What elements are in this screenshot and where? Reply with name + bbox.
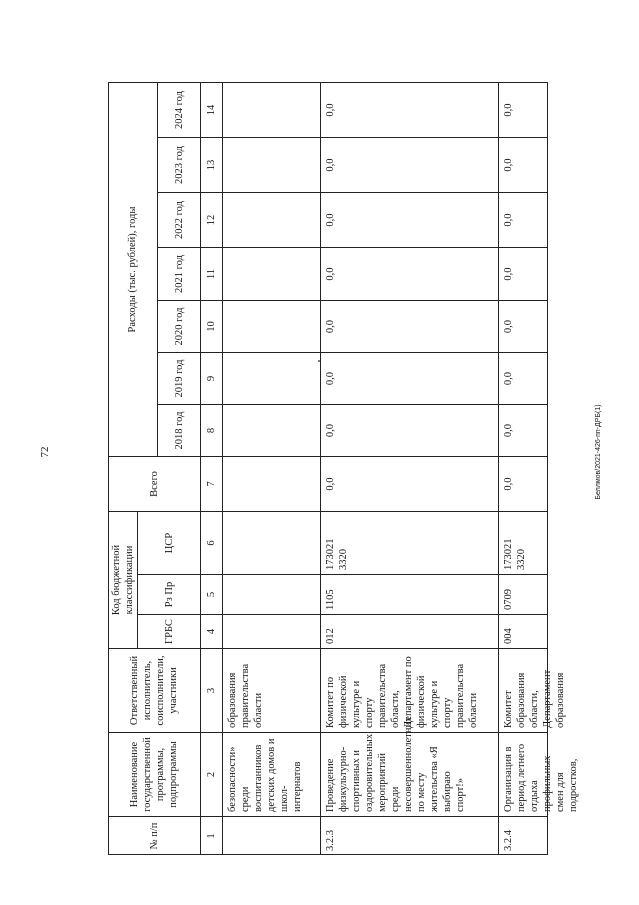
row1-2024 — [223, 82, 321, 137]
row2-2022: 0,0 — [321, 192, 499, 247]
col-number: 12 — [201, 192, 223, 247]
row2-2019: 0,0 — [321, 352, 499, 404]
row1-2021 — [223, 247, 321, 300]
row2-2018: 0,0 — [321, 404, 499, 456]
budget-table — [108, 82, 579, 855]
row2-grbs: 012 — [321, 614, 499, 648]
row2-2020: 0,0 — [321, 300, 499, 352]
header-n: № п/п — [108, 816, 201, 855]
col-number: 4 — [201, 614, 223, 648]
header-2021: 2021 год — [158, 247, 201, 300]
header-rz-pr: Рз Пр — [138, 574, 201, 614]
col-number: 7 — [201, 456, 223, 511]
row1-2020 — [223, 300, 321, 352]
row3-name: Организация в период летнего отдыха профильных смен для подростков, — [499, 732, 548, 816]
header-2018: 2018 год — [158, 404, 201, 456]
row2-name: Проведение физкультурно-спортивных и оздоровительных мероприятий среди несовершеннолетних по месту жительства «Я выбираю спорт!» — [321, 732, 499, 816]
row1-csr — [223, 511, 321, 574]
row3-2022: 0,0 — [499, 192, 548, 247]
col-number: 1 — [201, 816, 223, 855]
row2-2021: 0,0 — [321, 247, 499, 300]
col-number: 13 — [201, 137, 223, 192]
header-2019: 2019 год — [158, 352, 201, 404]
col-number: 2 — [201, 732, 223, 816]
col-number: 9 — [201, 352, 223, 404]
header-responsible: Ответственный исполнитель, соисполнители, участники — [108, 648, 201, 732]
row2-responsible: Комитет по физической культуре и спорту правительства области, Департамент по физической культуре и спорту правительства области — [321, 648, 499, 732]
row1-grbs — [223, 614, 321, 648]
row2-n: 3.2.3 — [321, 816, 499, 855]
row1-2022 — [223, 192, 321, 247]
row1-rz-pr — [223, 574, 321, 614]
row3-csr: 173021 3320 — [499, 511, 548, 574]
row1-name: безопасности» среди воспитанников детских домов и школ-интернатов — [223, 732, 321, 816]
header-2024: 2024 год — [158, 82, 201, 137]
row1-2018 — [223, 404, 321, 456]
row2-rz-pr: 1105 — [321, 574, 499, 614]
col-number: 10 — [201, 300, 223, 352]
table-region — [108, 82, 579, 855]
row3-2019: 0,0 — [499, 352, 548, 404]
row1-2019 — [223, 352, 321, 404]
row2-2024: 0,0 — [321, 82, 499, 137]
row1-total — [223, 456, 321, 511]
row1-2023 — [223, 137, 321, 192]
header-expenses-group: Расходы (тыс. рублей), годы — [108, 82, 158, 456]
row2-2023: 0,0 — [321, 137, 499, 192]
row3-2021: 0,0 — [499, 247, 548, 300]
row3-2018: 0,0 — [499, 404, 548, 456]
col-number: 8 — [201, 404, 223, 456]
header-grbs: ГРБС — [138, 614, 201, 648]
row1-n — [223, 816, 321, 855]
col-number: 6 — [201, 511, 223, 574]
header-2023: 2023 год — [158, 137, 201, 192]
col-number: 5 — [201, 574, 223, 614]
row3-total: 0,0 — [499, 456, 548, 511]
header-2022: 2022 год — [158, 192, 201, 247]
col-number: 3 — [201, 648, 223, 732]
footer-code: Беллмов/2021-426-пп-ДРБ(1) — [595, 404, 602, 500]
header-code-group: Код бюджетной классификации — [108, 511, 138, 648]
row3-rz-pr: 0709 — [499, 574, 548, 614]
row3-2023: 0,0 — [499, 137, 548, 192]
row3-2020: 0,0 — [499, 300, 548, 352]
row3-responsible: Комитет образования области, Департамент образования — [499, 648, 548, 732]
header-2020: 2020 год — [158, 300, 201, 352]
row1-responsible: образования правительства области — [223, 648, 321, 732]
row3-2024: 0,0 — [499, 82, 548, 137]
header-csr: ЦСР — [138, 511, 201, 574]
header-name: Наименование государственной программы, подпрограммы — [108, 732, 201, 816]
header-total: Всего — [108, 456, 201, 511]
row3-n: 3.2.4 — [499, 816, 548, 855]
row3-grbs: 004 — [499, 614, 548, 648]
page-number: 72 — [39, 446, 51, 458]
col-number: 14 — [201, 82, 223, 137]
row2-total: 0,0 — [321, 456, 499, 511]
col-number: 11 — [201, 247, 223, 300]
row2-csr: 173021 3320 — [321, 511, 499, 574]
